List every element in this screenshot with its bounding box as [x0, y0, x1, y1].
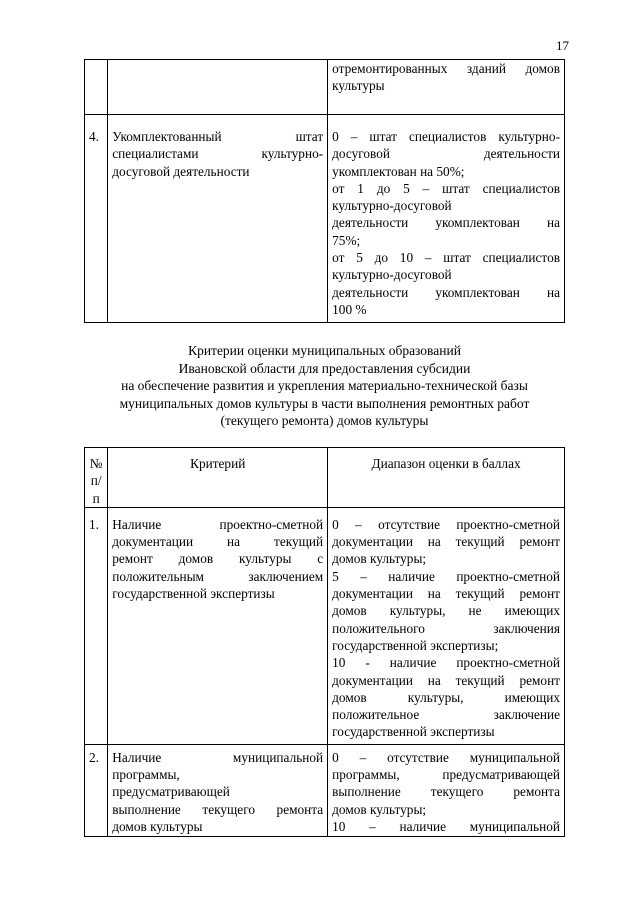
text-line: документации на текущий ремонт	[332, 586, 560, 602]
score-range-cell	[328, 744, 565, 836]
table-header-row	[85, 448, 565, 508]
text-line: Наличие проектно-сметной	[112, 516, 324, 532]
page-number: 17	[556, 38, 569, 53]
text-line: деятельности укомплектован на	[332, 284, 560, 300]
text-line: домов культуры	[112, 819, 203, 835]
text-line: выполнение текущего ремонта	[332, 784, 560, 800]
score-range-cell	[328, 115, 565, 323]
text-line: Укомплектованный штат	[112, 129, 324, 144]
column-header-score-range: Диапазон оценки в баллах	[328, 448, 565, 508]
text-line: Наличие муниципальной	[112, 749, 324, 765]
criterion-cell	[108, 507, 328, 744]
text-line: домов культуры, не имеющих	[332, 603, 560, 619]
table-row	[85, 744, 565, 836]
text-line: 10 – наличие муниципальной	[332, 819, 560, 835]
text-line: документации на текущий ремонт	[332, 534, 560, 550]
text-line: положительное заключение	[332, 707, 560, 723]
text-line: от 5 до 10 – штат специалистов	[332, 250, 560, 266]
text-line: 75%;	[332, 232, 361, 248]
text-line: укомплектован на 50%;	[332, 163, 465, 179]
criterion-cell	[108, 115, 328, 323]
text-line: документации на текущий ремонт	[332, 672, 560, 688]
text-line: специалистами культурно-	[112, 146, 324, 162]
text-line: предусматривающей	[112, 784, 230, 800]
text-line: положительного заключения	[332, 620, 560, 636]
text-line: государственной экспертизы	[112, 586, 275, 602]
text-line: от 1 до 5 – штат специалистов	[332, 180, 560, 196]
row-number-cell: 1.	[85, 507, 108, 744]
section-heading	[84, 342, 565, 430]
text-line: культуры	[332, 78, 385, 94]
column-header-number	[85, 448, 108, 508]
text-line: отремонтированных зданий домов	[332, 61, 560, 76]
table-row	[85, 507, 565, 744]
row-number-cell: 4.	[85, 115, 108, 323]
text-line: домов культуры;	[332, 551, 427, 567]
heading-line: (текущего ремонта) домов культуры	[220, 413, 429, 429]
text-line: положительным заключением	[112, 568, 324, 584]
text-line: домов культуры;	[332, 801, 427, 817]
score-range-cell	[328, 60, 565, 115]
criterion-cell	[108, 744, 328, 836]
column-header-criterion: Критерий	[108, 448, 328, 508]
text-line: досуговой деятельности	[332, 146, 560, 162]
text-line: культурно-досуговой	[332, 198, 452, 214]
heading-line: Ивановской области для предоставления субсидии	[178, 360, 471, 376]
criteria-table	[84, 447, 565, 837]
score-range-cell	[328, 507, 565, 744]
text-line: 0 – отсутствие муниципальной	[332, 749, 560, 765]
header-line: №	[89, 456, 103, 471]
text-line: 5 – наличие проектно-сметной	[332, 568, 560, 584]
text-line: документации на текущий	[112, 534, 324, 550]
text-line: 0 – штат специалистов культурно-	[332, 129, 560, 144]
row-number-cell: 2.	[85, 744, 108, 836]
heading-line: Критерии оценки муниципальных образований	[188, 343, 461, 358]
text-line: 10 - наличие проектно-сметной	[332, 655, 560, 671]
text-line: 0 – отсутствие проектно-сметной	[332, 516, 560, 532]
text-line: 100 %	[332, 301, 367, 317]
text-line: программы, предусматривающей	[332, 767, 560, 783]
criteria-table-continued	[84, 59, 565, 323]
table-row	[85, 60, 565, 115]
text-line: выполнение текущего ремонта	[112, 801, 324, 817]
text-line: программы,	[112, 767, 180, 783]
heading-line: на обеспечение развития и укрепления материально-технической базы	[121, 378, 528, 394]
text-line: ремонт домов культуры с	[112, 551, 324, 567]
text-line: деятельности укомплектован на	[332, 215, 560, 231]
text-line: домов культуры, имеющих	[332, 689, 560, 705]
text-line: государственной экспертизы;	[332, 637, 499, 653]
text-line: государственной экспертизы	[332, 724, 495, 740]
header-line: п/п	[90, 473, 102, 506]
heading-line: муниципальных домов культуры в части выполнения ремонтных работ	[119, 395, 530, 411]
row-number-cell	[85, 60, 108, 115]
text-line: досуговой деятельности	[112, 163, 250, 179]
table-row	[85, 115, 565, 323]
text-line: культурно-досуговой	[332, 267, 452, 283]
criterion-cell	[108, 60, 328, 115]
